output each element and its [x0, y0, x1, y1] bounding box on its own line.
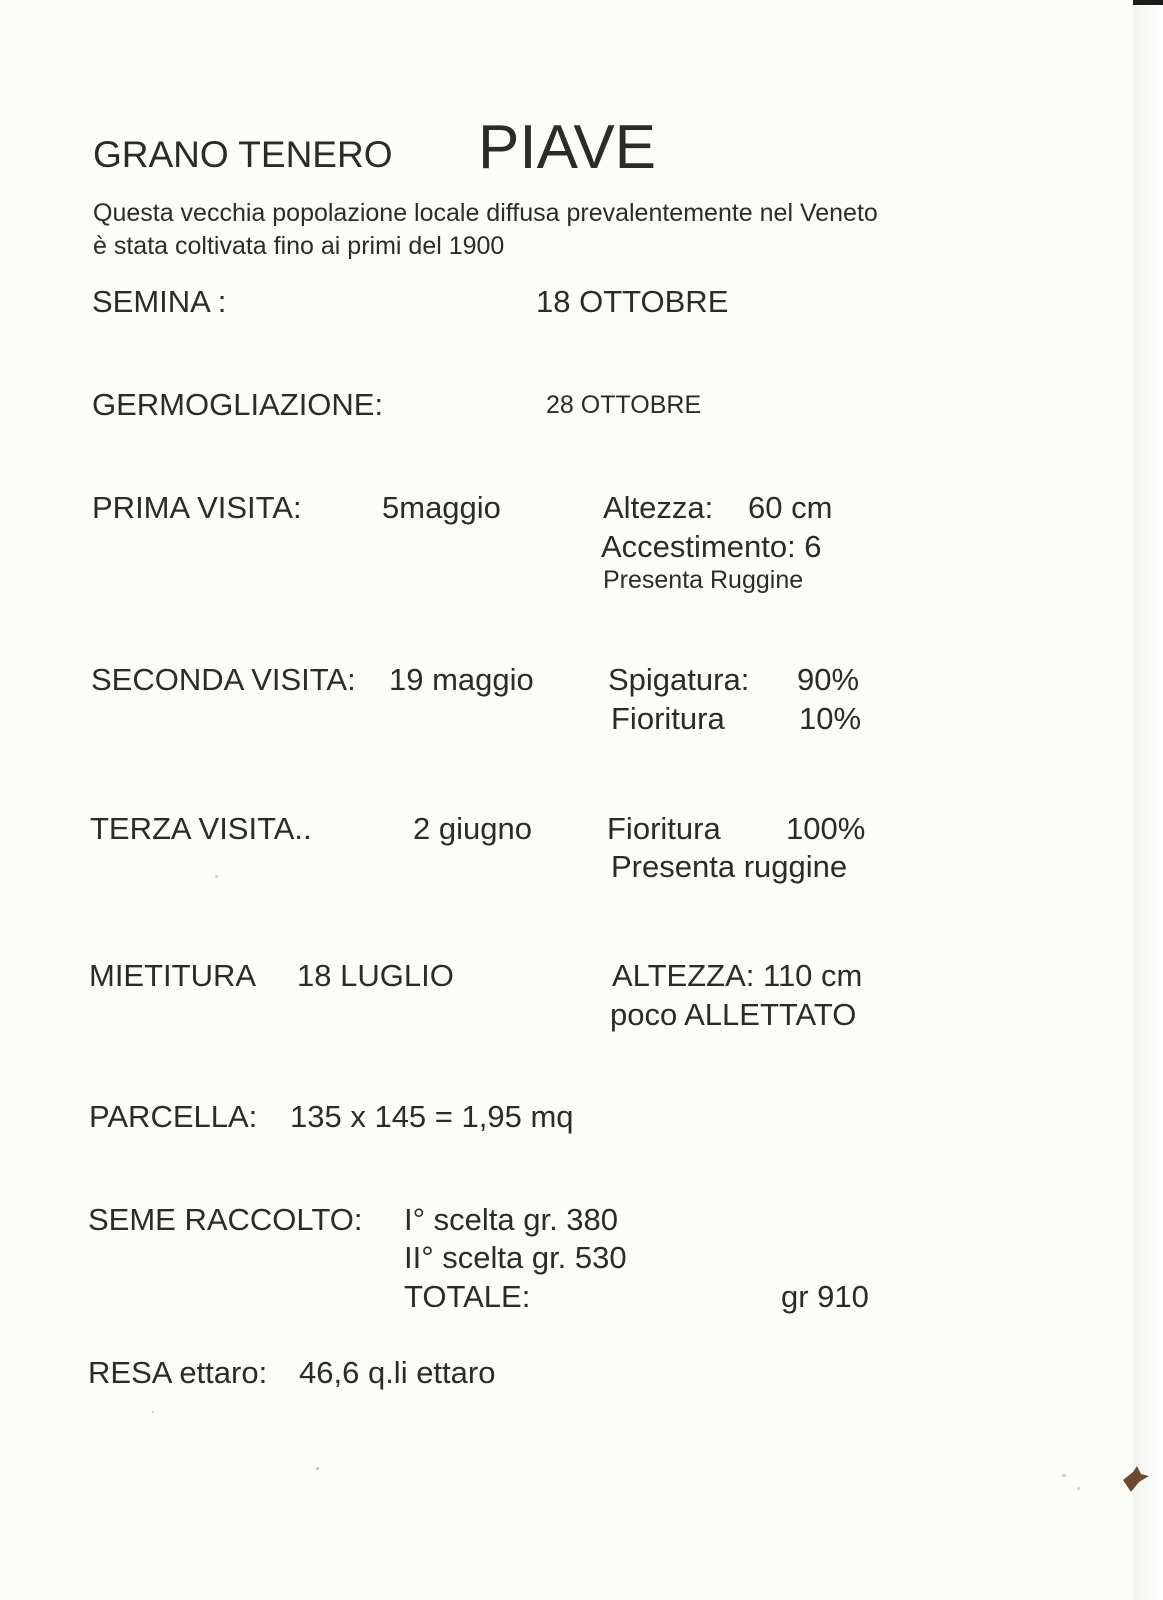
terza-visita-note: Presenta ruggine [611, 849, 848, 884]
scan-edge [1133, 0, 1163, 1600]
seconda-visita-spigatura-value: 90% [797, 662, 860, 697]
seconda-visita-label: SECONDA VISITA: [91, 662, 356, 697]
germogliazione-date: 28 OTTOBRE [546, 391, 702, 419]
resa-label: RESA ettaro: [88, 1355, 268, 1390]
prima-visita-altezza-label: Altezza: [603, 490, 714, 525]
mietitura-altezza: ALTEZZA: 110 cm [612, 958, 863, 993]
terza-visita-date: 2 giugno [413, 811, 532, 846]
seme-seconda-scelta: II° scelta gr. 530 [404, 1240, 627, 1275]
header-subtitle: GRANO TENERO [93, 134, 393, 175]
scan-speck [316, 1467, 319, 1470]
scan-speck [1077, 1487, 1080, 1490]
scan-speck [152, 1411, 154, 1413]
parcella-label: PARCELLA: [89, 1099, 258, 1134]
resa-value: 46,6 q.li ettaro [299, 1355, 496, 1390]
semina-label: SEMINA : [92, 284, 227, 319]
scan-edge-corner [1133, 0, 1163, 5]
scan-blemish [1115, 1458, 1155, 1498]
prima-visita-altezza-value: 60 cm [748, 490, 833, 525]
mietitura-date: 18 LUGLIO [297, 958, 454, 993]
prima-visita-note: Presenta Ruggine [603, 566, 804, 594]
seme-totale-value: gr 910 [781, 1279, 869, 1314]
seme-raccolto-label: SEME RACCOLTO: [88, 1202, 363, 1237]
terza-visita-fioritura-value: 100% [786, 811, 866, 846]
scan-speck [215, 875, 218, 878]
terza-visita-fioritura-label: Fioritura [607, 811, 721, 846]
intro-line-2: è stata coltivata fino ai primi del 1900 [93, 232, 505, 260]
prima-visita-accestimento: Accestimento: 6 [601, 529, 822, 564]
seme-totale-label: TOTALE: [404, 1279, 531, 1314]
terza-visita-label: TERZA VISITA.. [90, 811, 312, 846]
mietitura-label: MIETITURA [89, 958, 257, 993]
scan-speck [1062, 1474, 1066, 1477]
germogliazione-label: GERMOGLIAZIONE: [92, 387, 384, 422]
seme-prima-scelta: I° scelta gr. 380 [404, 1202, 619, 1237]
mietitura-note: poco ALLETTATO [610, 997, 857, 1032]
header-title: PIAVE [478, 113, 657, 182]
seconda-visita-fioritura-label: Fioritura [611, 701, 725, 736]
parcella-value: 135 x 145 = 1,95 mq [290, 1099, 574, 1134]
prima-visita-date: 5maggio [382, 490, 501, 525]
seconda-visita-spigatura-label: Spigatura: [608, 662, 750, 697]
seconda-visita-fioritura-value: 10% [799, 701, 862, 736]
intro-line-1: Questa vecchia popolazione locale diffusa prevalentemente nel Veneto [93, 199, 878, 227]
prima-visita-label: PRIMA VISITA: [92, 490, 302, 525]
seconda-visita-date: 19 maggio [389, 662, 534, 697]
semina-date: 18 OTTOBRE [536, 284, 729, 319]
